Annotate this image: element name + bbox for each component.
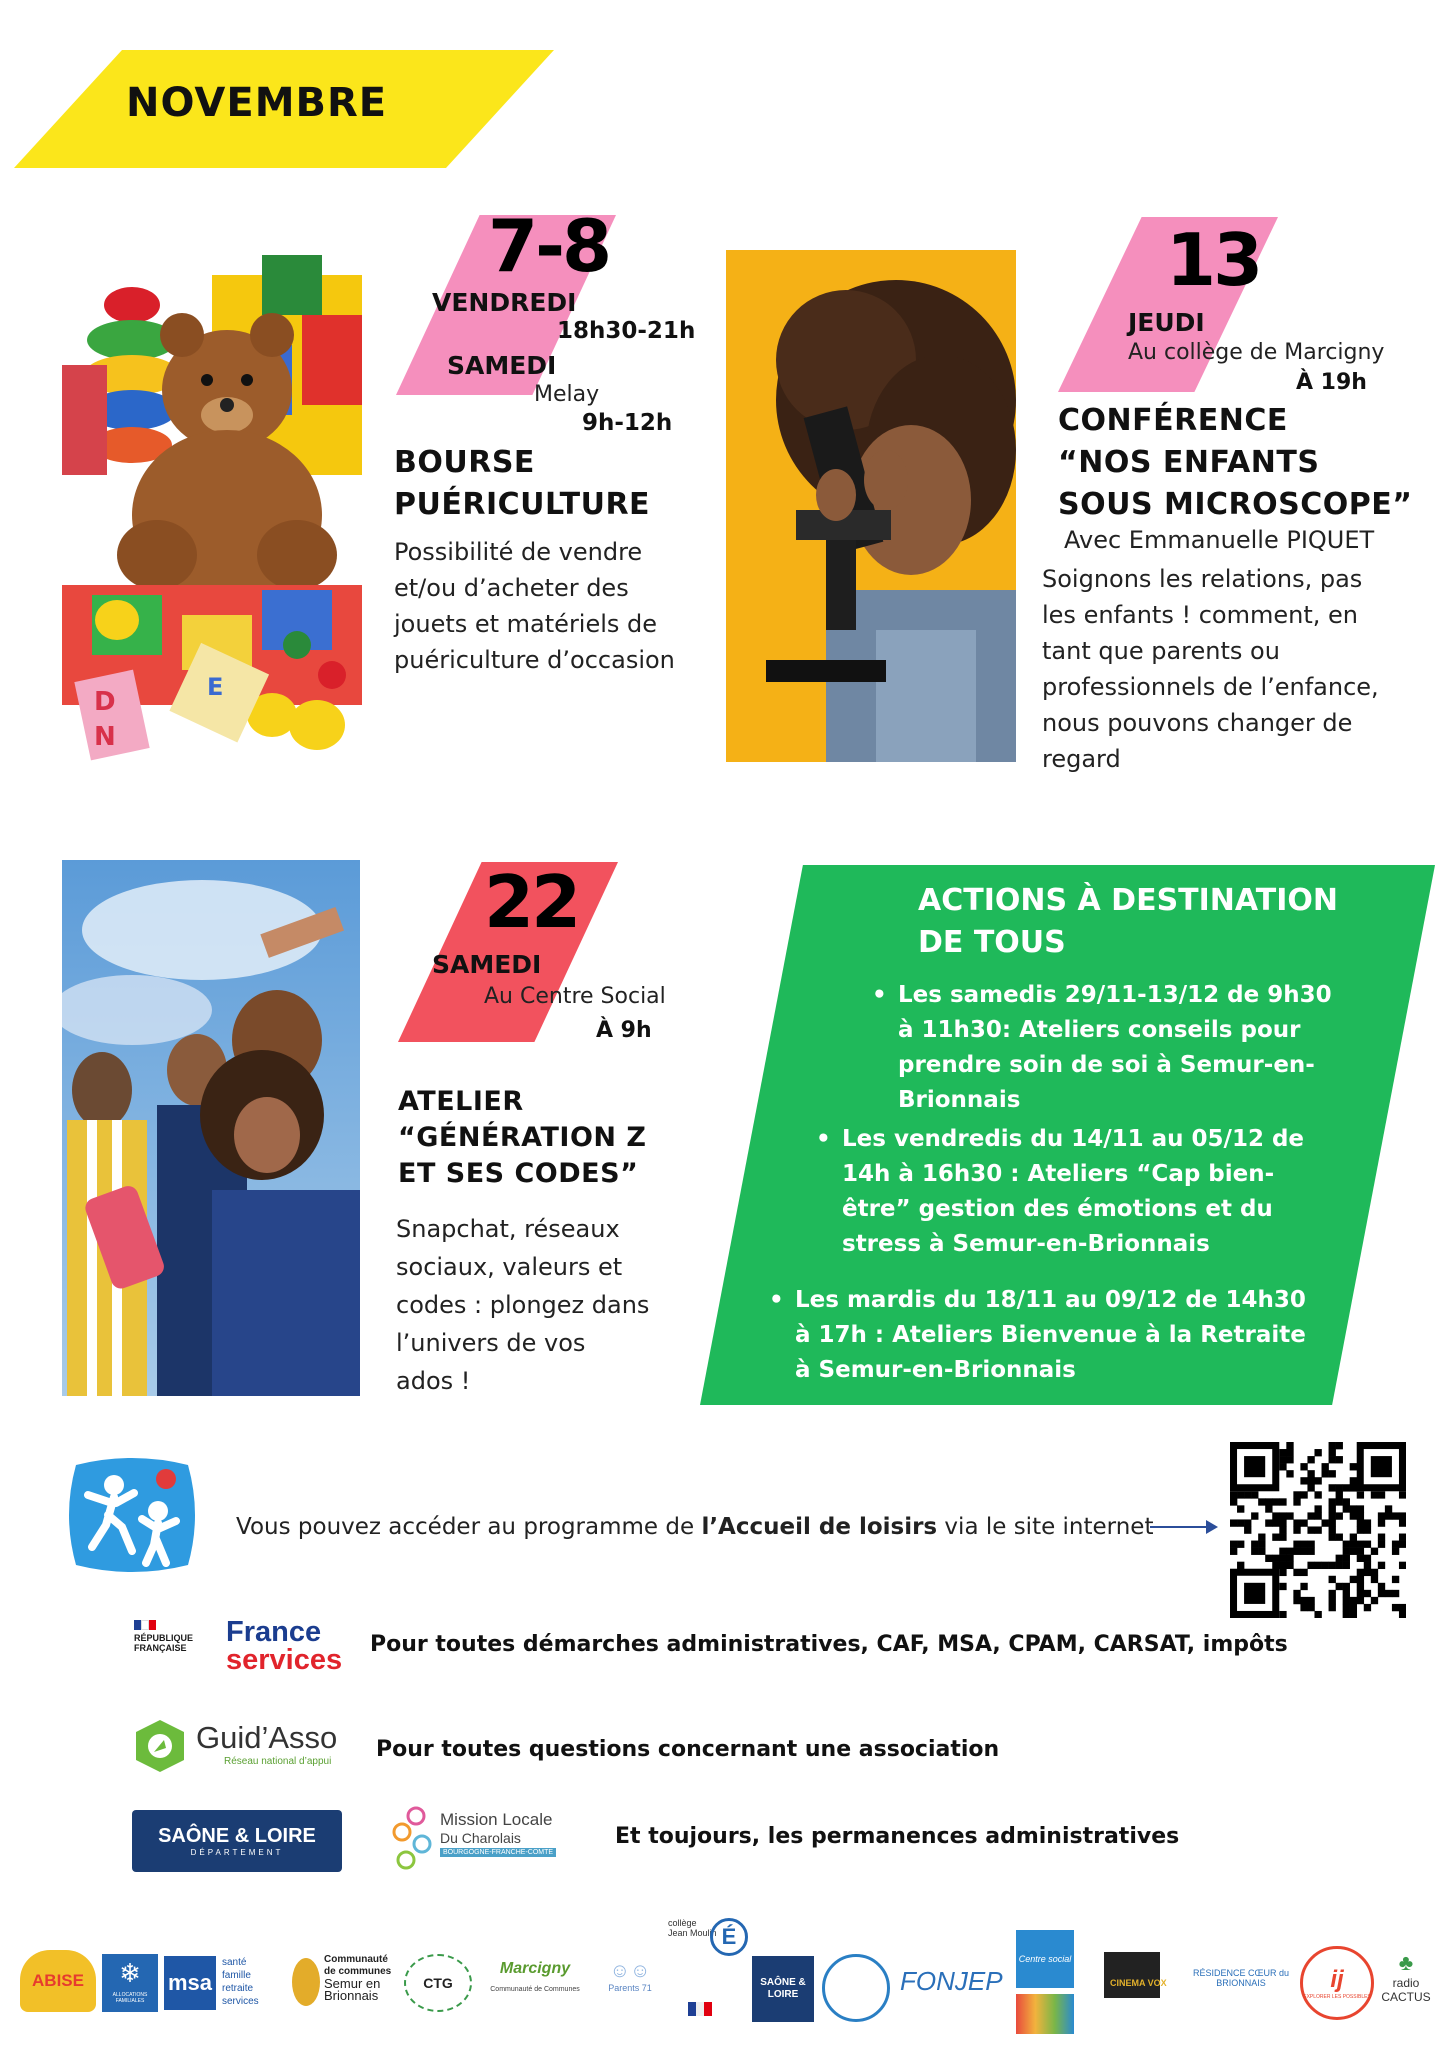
msa-tagline-line: retraite [222,1983,254,1994]
bourse-description [394,534,675,678]
accueil-text [236,1514,1153,1540]
atelier-desc-line: Snapchat, réseaux [396,1215,620,1243]
actions-title-line2: DE TOUS [918,925,1066,960]
radio-logo-text: radio CACTUS [1381,1976,1431,2004]
conference-desc-line: Soignons les relations, pas [1042,565,1363,593]
atelier-description [396,1210,649,1400]
month-title: NOVEMBRE [126,80,388,126]
toys-photo [62,255,362,765]
atelier-desc-line: sociaux, valeurs et [396,1253,623,1281]
microscope-photo [726,250,1016,762]
atelier-desc-line: l’univers de vos [396,1329,586,1357]
atelier-desc-line: codes : plongez dans [396,1291,650,1319]
conference-title-line2: “NOS ENFANTS [1058,445,1320,480]
mission-logo-line3: BOURGOGNE-FRANCHE-COMTE [440,1848,556,1857]
abise-logo-text: ABISE [32,1971,84,1990]
actions-item-3 [769,1283,1306,1388]
conference-desc-line: regard [1042,745,1121,773]
marcigny-logo-text: Marcigny [499,1960,571,1977]
radio-cactus-logo [1376,1950,1436,2004]
bourse-desc-line: Possibilité de vendre [394,538,643,566]
day-vendredi: VENDREDI [432,288,577,317]
time-conference: À 19h [1296,370,1367,395]
date-bourse: 7-8 [488,204,610,288]
marianne-icon [688,2002,712,2016]
france-services-logo [226,1618,342,1674]
residence-logo [1186,1968,1296,1988]
france-services-logo-bottom: services [226,1644,343,1676]
bourse-desc-line: et/ou d’acheter des [394,574,629,602]
svg-text:D: D [94,687,116,717]
guidasso-logo-sub: Réseau national d’appui [224,1756,332,1767]
saone-et-loire-logo [132,1810,342,1872]
partner-logos [0,1910,1448,2048]
actions-item-line: Brionnais [898,1087,1021,1113]
mission-logo-line2: Du Charolais [440,1830,521,1846]
cc-semur-logo [292,1958,320,2006]
ctg-logo-text: CTG [423,1975,453,1991]
people-icon: ☺☺ [609,1960,651,1982]
bourse-desc-line: puériculture d’occasion [394,646,675,674]
atelier-title-line1: ATELIER [398,1086,524,1117]
actions-item-line: stress à Semur-en-Brionnais [842,1231,1210,1257]
actions-item-line: être” gestion des émotions et du [842,1196,1273,1222]
parents71-logo-text: Parents 71 [608,1983,652,1993]
place-melay: Melay [534,382,600,407]
mission-locale-logo [440,1810,556,1857]
bourse-title [394,442,650,526]
france-services-text: Pour toutes démarches administratives, CAF, MSA, CPAM, CARSAT, impôts [370,1632,1288,1657]
time-samedi: 9h-12h [582,410,673,436]
college-logo-text: collège Jean Moulin [668,1918,717,1938]
bullet-icon: • [816,1126,831,1152]
accueil-text-before: Vous pouvez accéder au programme de [236,1514,702,1540]
bullet-icon: • [769,1287,784,1313]
actions-item-1 [872,978,1332,1118]
actions-item-line: Les vendredis du 14/11 au 05/12 de [842,1126,1305,1152]
actions-title [918,880,1338,964]
actions-item-line: à Semur-en-Brionnais [795,1357,1076,1383]
arrow-right-icon [1150,1516,1220,1538]
atelier-title-line3: ET SES CODES” [398,1158,639,1189]
msa-tagline-line: services [222,1996,259,2007]
svg-text:E: E [207,673,224,701]
conference-description [1042,561,1379,777]
conference-title-line3: SOUS MICROSCOPE” [1058,487,1413,522]
cc-line: Communauté [324,1954,388,1965]
bourse-title-line2: PUÉRICULTURE [394,487,651,522]
day-samedi: SAMEDI [447,351,557,380]
msa-logo [164,1956,216,2010]
conference-desc-line: professionnels de l’enfance, [1042,673,1379,701]
cc-line: Semur en [324,1976,381,1991]
atelier-title [398,1084,646,1192]
time-atelier: À 9h [596,1018,652,1043]
clapperboard-icon [1104,1952,1160,1998]
explorer-possibles-logo [1300,1946,1374,2020]
bourse-title-line1: BOURSE [394,445,535,480]
actions-item-line: 14h à 16h30 : Ateliers “Cap bien- [842,1161,1275,1187]
mission-logo-line1: Mission Locale [440,1810,553,1829]
date-conference: 13 [1166,218,1261,302]
conference-title-line1: CONFÉRENCE [1058,403,1288,438]
ctg-logo [404,1954,472,2012]
explorer-logo-text: EXPLORER LES POSSIBLES [1303,1994,1371,2000]
france-services-logo-top: France [226,1616,322,1648]
marcigny-logo [480,1960,590,1993]
actions-item-line: Les mardis du 18/11 au 09/12 de 14h30 [795,1287,1306,1313]
time-vendredi: 18h30-21h [557,318,696,344]
cinema-vox-logo [1084,1952,1174,2012]
msa-tagline [222,1956,259,2008]
caf-logo-text: ALLOCATIONS FAMILIALES [112,1992,148,2004]
fonjep-logo [900,1966,1003,1997]
place-centre-social: Au Centre Social [484,984,666,1009]
centre-social-text: Centre social [1018,1954,1072,1964]
atelier-desc-line: ados ! [396,1367,471,1395]
bourse-desc-line: jouets et matériels de [394,610,658,638]
conference-speaker: Avec Emmanuelle PIQUET [1064,526,1375,554]
mission-locale-icon [392,1806,438,1872]
abise-logo [20,1950,96,2012]
actions-item-line: prendre soin de soi à Semur-en- [898,1052,1315,1078]
atelier-title-line2: “GÉNÉRATION Z [398,1122,647,1153]
msa-logo-text: msa [167,1970,213,1995]
children-playing-icon [62,1455,202,1575]
saone-logo-sub: DÉPARTEMENT [190,1848,284,1857]
saone-small-text: SAÔNE & LOIRE [760,1977,806,2000]
msa-tagline-line: santé [222,1957,247,1968]
guidasso-text: Pour toutes questions concernant une association [376,1737,1000,1762]
accueil-text-after: via le site internet [937,1514,1154,1540]
saone-logo-text: SAÔNE & LOIRE [158,1825,316,1847]
centre-social-logo [1016,1930,1074,1988]
guidasso-icon [134,1718,186,1774]
rf-line2: FRANÇAISE [134,1643,187,1653]
cc-line: de communes [324,1966,392,1977]
cc-line: Brionnais [324,1988,379,2003]
conference-desc-line: les enfants ! comment, en [1042,601,1358,629]
permanences-text: Et toujours, les permanences administratives [615,1824,1180,1849]
cc-semur-text [324,1954,391,2002]
rf-line1: RÉPUBLIQUE [134,1633,194,1643]
residence-logo-text: RÉSIDENCE CŒUR du BRIONNAIS [1192,1968,1290,1988]
ij-icon: ij [1330,1966,1344,1993]
actions-item-2 [816,1122,1305,1262]
msa-tagline-line: famille [222,1970,251,1981]
cactus-icon: ♣ [1398,1950,1414,1975]
accueil-text-bold: l’Accueil de loisirs [701,1514,938,1540]
conference-desc-line: nous pouvons changer de [1042,709,1353,737]
fonjep-logo-text: FONJEP [900,1966,1003,1996]
snowflake-icon: ❄ [119,1958,141,1988]
qr-code[interactable] [1230,1442,1406,1618]
marcigny-logo-sub: Communauté de Communes [490,1986,580,1993]
actions-title-line1: ACTIONS À DESTINATION [918,883,1339,918]
date-atelier: 22 [484,860,579,944]
actions-item-line: Les samedis 29/11-13/12 de 9h30 [898,982,1332,1008]
actions-item-line: à 17h : Ateliers Bienvenue à la Retraite [795,1322,1306,1348]
guidasso-logo [196,1720,337,1767]
conference-desc-line: tant que parents ou [1042,637,1280,665]
cinema-logo-text: CINEMA VOX [1110,1978,1167,1988]
svg-text:N: N [94,722,116,752]
college-e-icon: É [710,1918,748,1956]
day-jeudi: JEUDI [1128,308,1205,337]
guidasso-logo-text: Guid’Asso [196,1720,338,1755]
actions-item-line: à 11h30: Ateliers conseils pour [898,1017,1301,1043]
place-college: Au collège de Marcigny [1128,340,1385,365]
saone-loire-small-logo [752,1956,814,2022]
bullet-icon: • [872,982,887,1008]
departement-badge-logo [822,1954,890,2022]
parents71-logo [600,1960,660,1993]
caf-logo [102,1954,158,2012]
region-bfc-logo [1016,1994,1074,2034]
republique-francaise-logo [134,1620,214,1680]
friends-selfie-photo [62,860,360,1396]
college-logo [668,1918,748,2028]
conference-title [1058,400,1412,526]
day-samedi-atelier: SAMEDI [432,950,542,979]
